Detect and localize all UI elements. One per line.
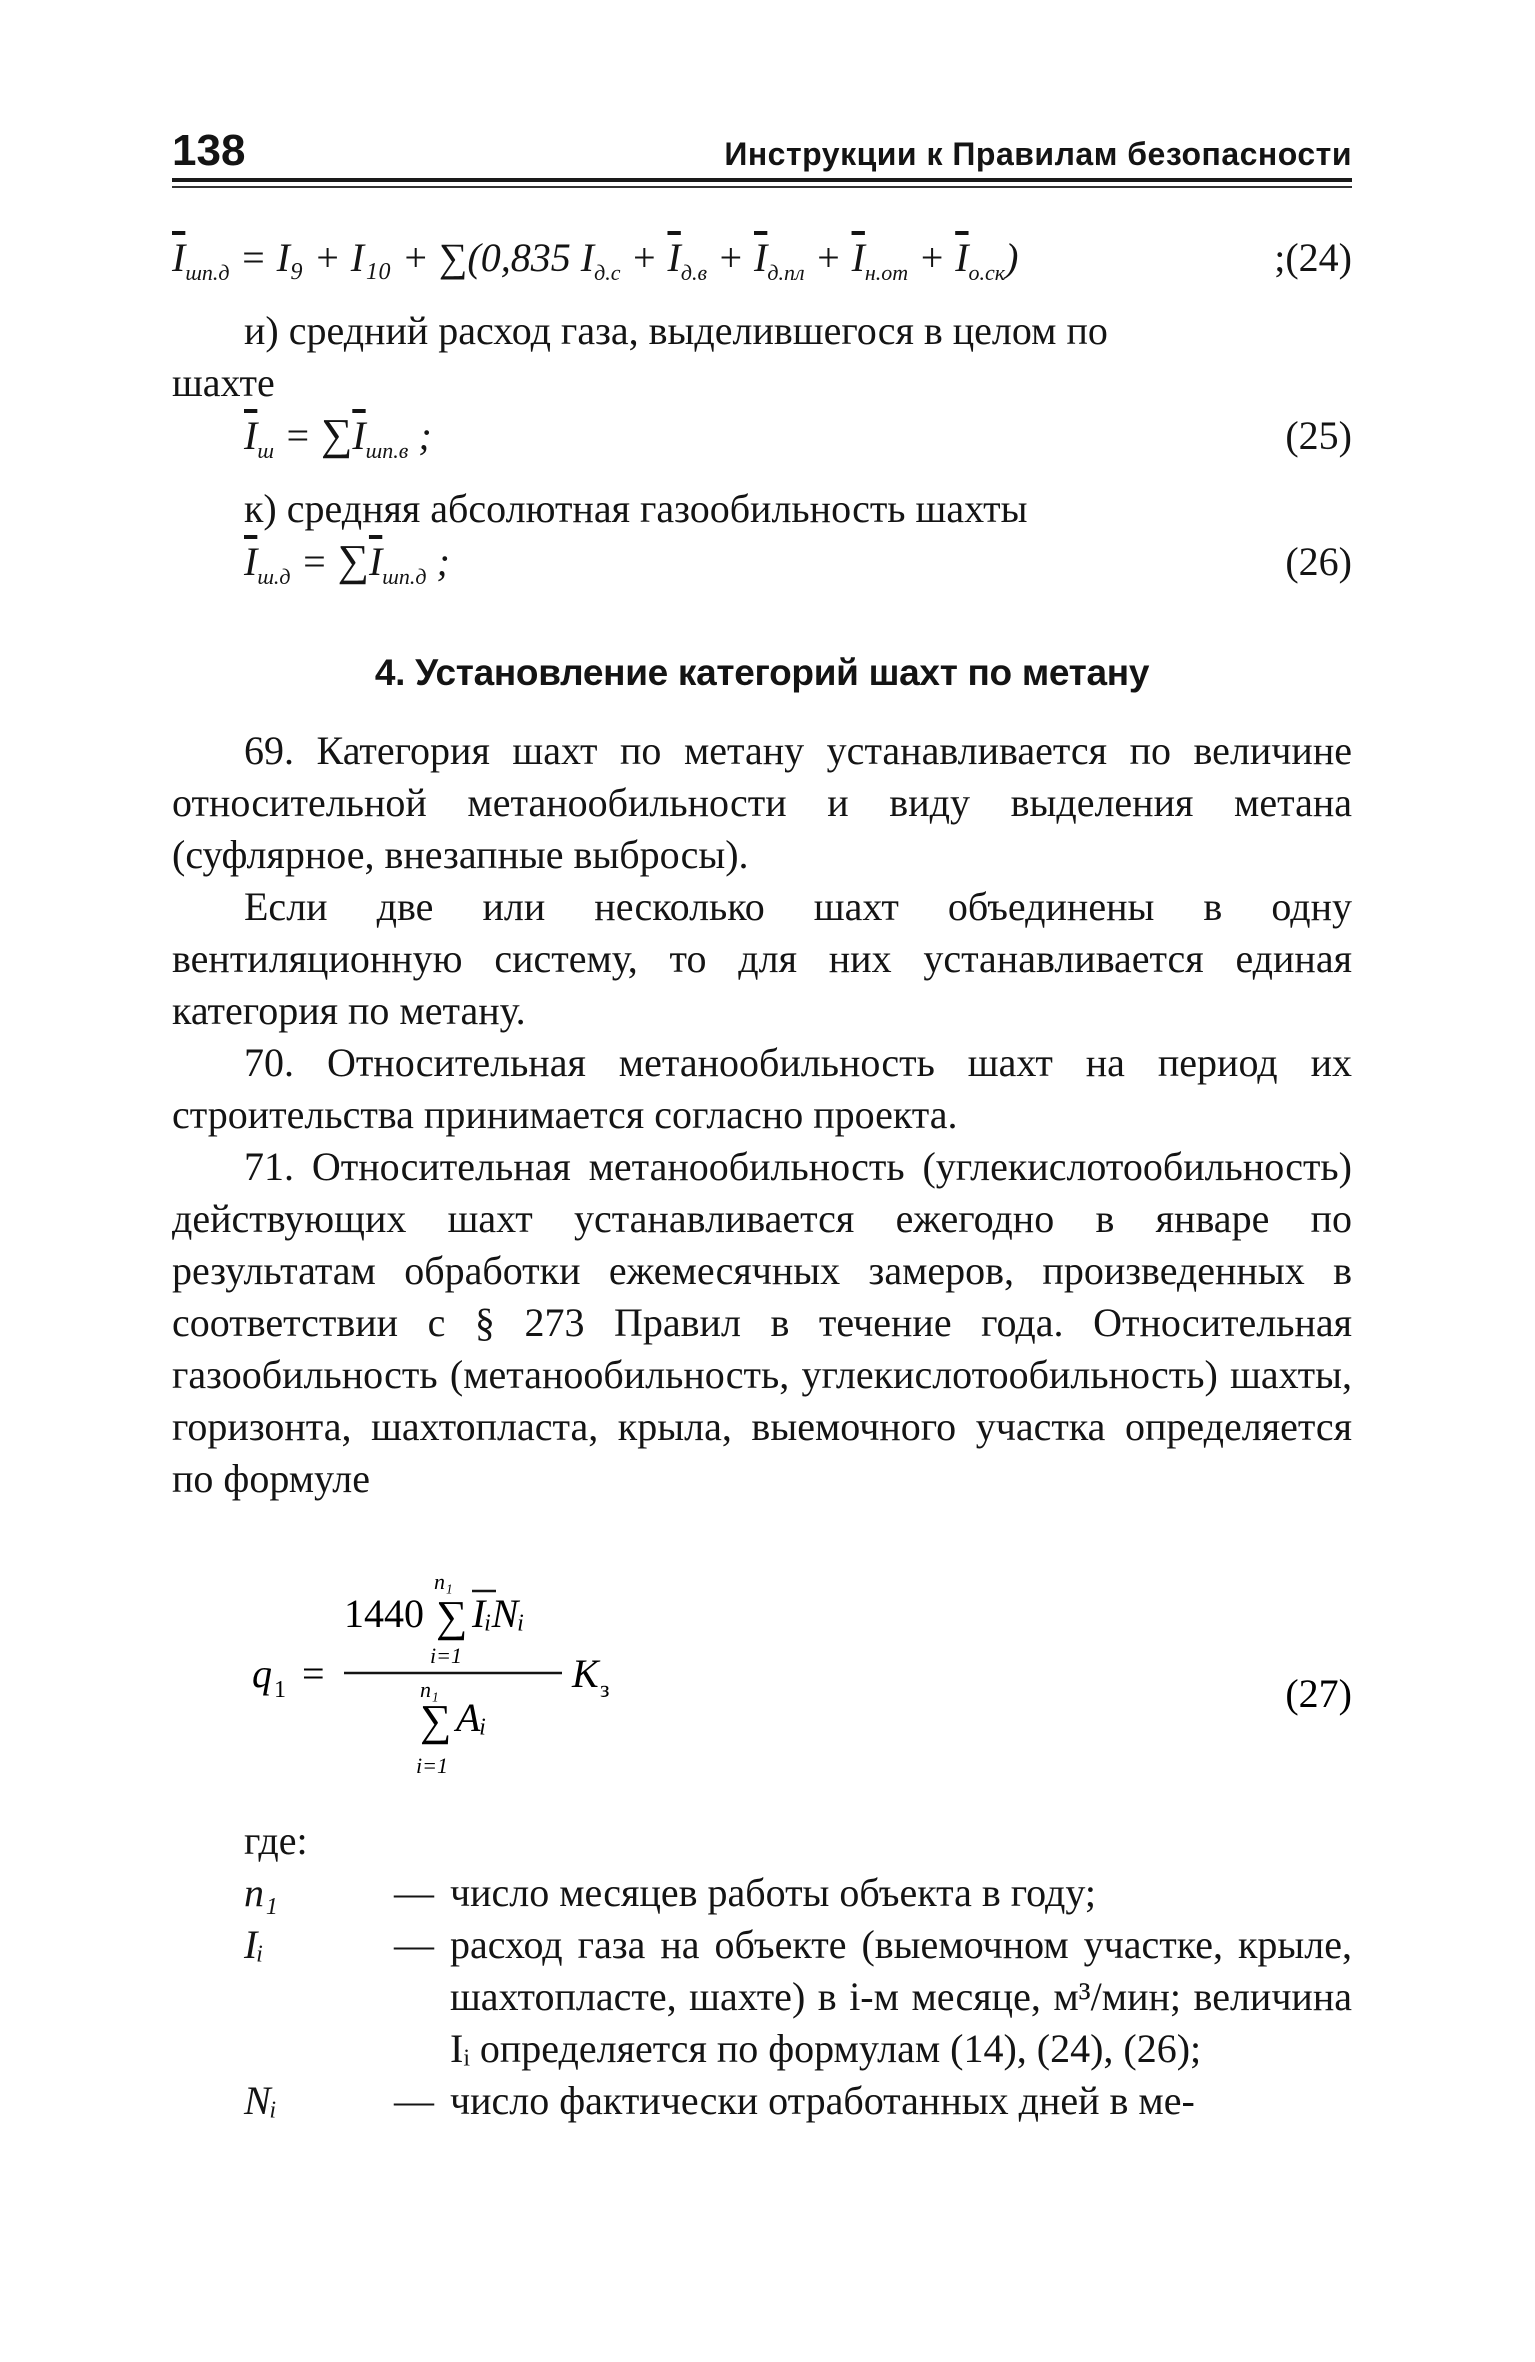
term-dash: — (394, 2078, 434, 2123)
term-description: число фактически отработанных дней в ме- (450, 2078, 1195, 2123)
equation-number-27: (27) (1285, 1671, 1352, 1716)
paragraph-70: 70. Относительная метанообильность шахт на период их строительства принимается согласно проекта. (172, 1040, 1352, 1137)
paragraph-69-b: Если две или несколько шахт объединены в одну вентиляционную систему, то для них устанавливается единая категория по метану. (172, 884, 1352, 1033)
paragraph-71: 71. Относительная метанообильность (углекислотообильность) действующих шахт устанавливается ежегодно в январе по результатам обработки ежемесячных замеров, произведенных в соответствии с § 273 Правил в течение года. Относительная газообильность (метанообильность, углекислотообильность) шахты, горизонта, шахтопласта, крыла, выемочного участка определяется по формуле (172, 1144, 1352, 1501)
item-i-text-cont: шахте (172, 360, 275, 405)
page-body (172, 232, 1352, 2127)
running-title: Инструкции к Правилам безопасности (724, 136, 1352, 172)
formula-26-body: $\overline{I}_{ш.д} = \sum\overline{I}_{шп.д}$ ; (244, 536, 450, 589)
formula-24-rhs: = I₉ + I₁₀ + ∑(0,835 I (239, 235, 595, 280)
formula-26-rhs-sub: шп.д (382, 564, 427, 589)
formula-27-lhs: q (252, 1651, 272, 1696)
formula-24-part: д.в (680, 260, 707, 285)
svg-text:∑: ∑ (420, 1696, 452, 1745)
formula-27-factor: K (572, 1651, 599, 1696)
formula-24-body: $\overline{I}_{шп.д} = I_9 + I_{10} + \sum(0,835$ $I_{д.с} + \overline{I}_{д.в} + \overline{I}_{д.пл} + \overline{I}_{н.от} + \overline{I}_{о.ск}$) (172, 235, 1019, 285)
paragraph-69: 69. Категория шахт по метану устанавливается по величине относительной метанообильности и виду выделения метана (суфлярное, внезапные выбросы). (172, 728, 1352, 877)
formula-25-rhs-sub: шп.в (365, 438, 409, 463)
formula-25 (172, 409, 1352, 477)
formula-25-body: $\overline{I}_ш = \sum\overline{I}_{шп.в}$ ; (244, 410, 432, 463)
section-title: 4. Установление категорий шахт по метану (374, 652, 1150, 693)
svg-text:∑: ∑ (436, 1592, 468, 1641)
term-description: расход газа на объекте (выемочном участке, крыле, шахтопласте, шахте) в i-м месяце, м³/мин; величина Iᵢ определяется по формулам (14), (24), (26); (450, 1922, 1352, 2071)
formula-27-lhs-sub: 1 (274, 1677, 286, 1703)
formula-27-lower-limit: i=1 (430, 1643, 462, 1668)
formula-27-factor-sub: з (600, 1677, 610, 1703)
formula-27-coef: 1440 (344, 1591, 424, 1636)
item-k-text: к) средняя абсолютная газообильность шахты (244, 486, 1028, 531)
page-number: 138 (172, 126, 246, 175)
term-dash: — (394, 1922, 434, 1967)
term-description: число месяцев работы объекта в году; (450, 1870, 1096, 1915)
formula-27-upper-limit: n₁ (434, 1569, 453, 1594)
term-dash: — (394, 1870, 434, 1915)
formula-24-lhs: $\overline{I}$ (172, 235, 186, 280)
formula-24-part: н.от (864, 260, 909, 285)
formula-26 (172, 535, 1352, 603)
formula-24-part: д.с (594, 260, 621, 285)
item-i-text: и) средний расход газа, выделившегося в целом по (244, 308, 1108, 353)
term-row (172, 2075, 1352, 2127)
term-symbol: n₁ (244, 1870, 278, 1915)
formula-26-lhs-sub: ш.д (257, 564, 291, 589)
term-symbol: Iᵢ (244, 1922, 264, 1967)
where-label: где: (244, 1818, 308, 1863)
formula-24-lhs-sub: шп.д (185, 260, 230, 285)
svg-text:=: = (302, 1651, 325, 1696)
formula-27-num-term: IᵢNᵢ (472, 1591, 525, 1636)
formula-27-den-term: Aᵢ (456, 1695, 487, 1740)
term-row (172, 1867, 1352, 1919)
formula-24-part: д.пл (767, 260, 805, 285)
equation-number-26: (26) (1285, 539, 1352, 584)
formula-27-graphic (172, 1555, 1352, 1785)
term-row (172, 1919, 1352, 2075)
svg-text:i=1: i=1 (416, 1753, 448, 1778)
term-symbol: Nᵢ (244, 2078, 278, 2123)
formula-27 (172, 1555, 1352, 1785)
formula-24 (172, 232, 1352, 299)
formula-24-part: о.ск (968, 260, 1006, 285)
equation-number-24: ;(24) (1274, 235, 1352, 280)
equation-number-25: (25) (1285, 413, 1352, 458)
page-header (172, 120, 1352, 182)
formula-25-lhs-sub: ш (257, 438, 274, 463)
svg-text:n₁: n₁ (420, 1677, 439, 1702)
